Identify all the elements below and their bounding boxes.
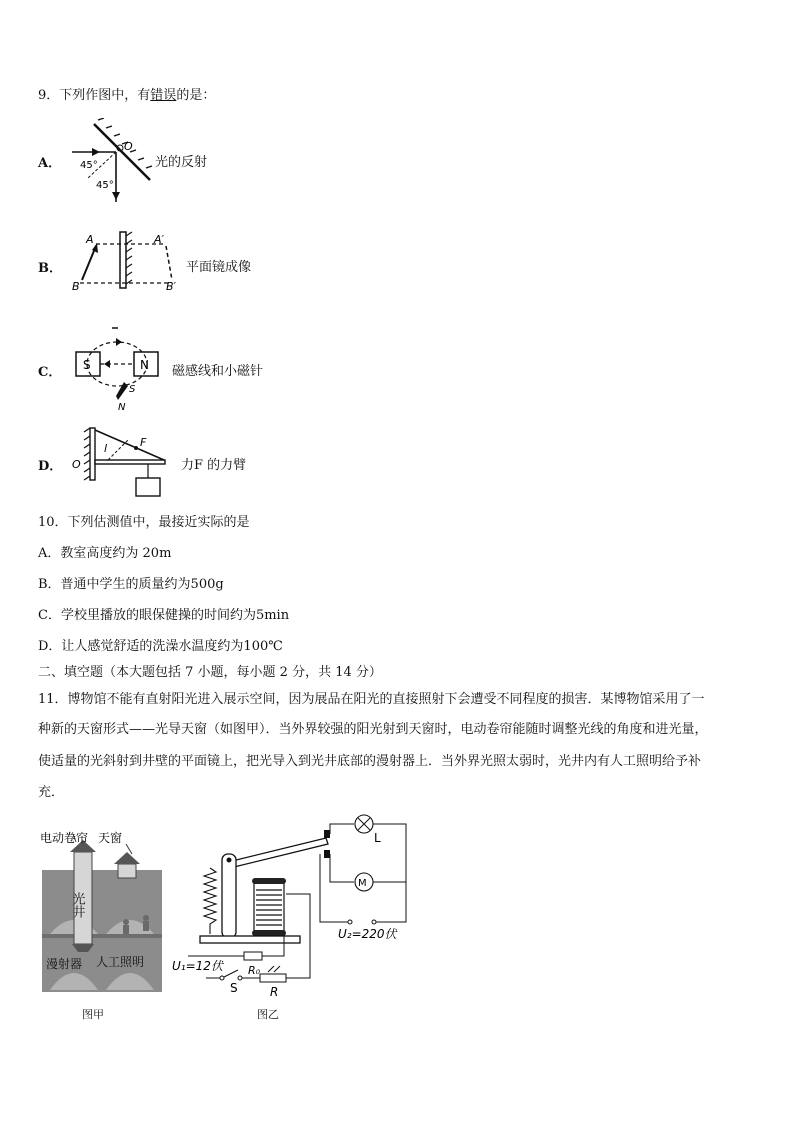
q9-option-c-letter: C．: [38, 365, 62, 380]
needle-n-label: N: [118, 402, 126, 410]
q11-line-1: 11．博物馆不能有直射阳光进入展示空间，因为展品在阳光的直接照射下会遭受不同程度的损害．某博物馆采用了一: [38, 692, 705, 707]
angle-label-1: 45°: [80, 160, 98, 171]
q9-option-b-label: 平面镜成像: [186, 260, 252, 275]
q9-stem-end: 的是：: [176, 88, 216, 103]
q9-option-c-label: 磁感线和小磁针: [172, 364, 264, 379]
light-well-label: 光井: [69, 892, 85, 918]
relay-circuit-figure: [172, 808, 412, 1000]
q9-option-d-label: 力F 的力臂: [181, 458, 247, 473]
artificial-light-label: 人工照明: [96, 955, 145, 969]
point-b-prime-label: B′: [166, 280, 177, 292]
q9-underlined-word: 错误: [150, 88, 177, 103]
magnet-s-label: S: [83, 358, 91, 372]
angle-label-2: 45°: [96, 180, 114, 191]
q9-option-a-label: 光的反射: [155, 155, 208, 170]
lever-force-arm-diagram: [64, 424, 176, 500]
switch-s-label: S: [230, 981, 238, 995]
q11-line-3: 使适量的光斜射到井壁的平面镜上，把光导入到光井底部的漫射器上．当外界光照太弱时，光井内有人工照明给予补: [38, 754, 702, 769]
arm-l-label: l: [104, 442, 108, 455]
figure-jia-caption: 图甲: [82, 1008, 104, 1021]
point-o-label: O: [124, 140, 133, 153]
electric-curtain-label: 电动卷帘: [40, 831, 89, 845]
voltage-u2-label: U₂=220伏: [338, 927, 397, 941]
plane-mirror-diagram: [68, 228, 188, 292]
skylight-label: 天窗: [98, 831, 123, 845]
q10-option-b: B．普通中学生的质量约为500g: [38, 577, 224, 592]
q10-option-c: C．学校里播放的眼保健操的时间约为5min: [38, 608, 290, 623]
q9-number: 9．: [38, 88, 60, 103]
point-b-label: B: [72, 280, 80, 292]
resistor-r0-label: R₀: [248, 964, 261, 977]
lamp-l-label: L: [374, 831, 381, 845]
q9-option-b-letter: B．: [38, 261, 62, 276]
q11-line-2: 种新的天窗形式——光导天窗（如图甲）．当外界较强的阳光射到天窗时，电动卷帘能随时调整光线的角度和进光量，: [38, 722, 708, 737]
pivot-o-label: O: [72, 458, 81, 471]
q9-stem-text: 下列作图中，有: [59, 88, 151, 103]
motor-m-label: M: [358, 878, 367, 889]
q9-option-a-letter: A．: [38, 156, 62, 171]
q11-line-4: 充．: [38, 785, 65, 800]
force-f-label: F: [140, 436, 147, 449]
figure-yi-caption: 图乙: [257, 1008, 279, 1021]
magnetic-field-diagram: [74, 322, 166, 410]
q10-stem: 10．下列估测值中，最接近实际的是: [38, 515, 250, 530]
reflection-diagram: [66, 118, 156, 206]
section-2-heading: 二、填空题（本大题包括 7 小题，每小题 2 分，共 14 分）: [38, 665, 382, 680]
q9-option-d-letter: D．: [38, 459, 63, 474]
q10-option-a: A．教室高度约为 20m: [38, 546, 172, 561]
magnet-n-label: N: [140, 358, 149, 372]
q9-stem: [38, 84, 215, 103]
point-a-label: A: [86, 233, 94, 246]
photoresistor-r-label: R: [270, 985, 279, 999]
q10-option-d: D．让人感觉舒适的洗澡水温度约为100℃: [38, 639, 283, 654]
point-a-prime-label: A′: [154, 233, 165, 246]
diffuser-label: 漫射器: [46, 957, 83, 971]
light-guide-skylight-figure: [40, 830, 165, 996]
needle-s-label: S: [129, 384, 136, 395]
voltage-u1-label: U₁=12伏: [172, 959, 223, 973]
